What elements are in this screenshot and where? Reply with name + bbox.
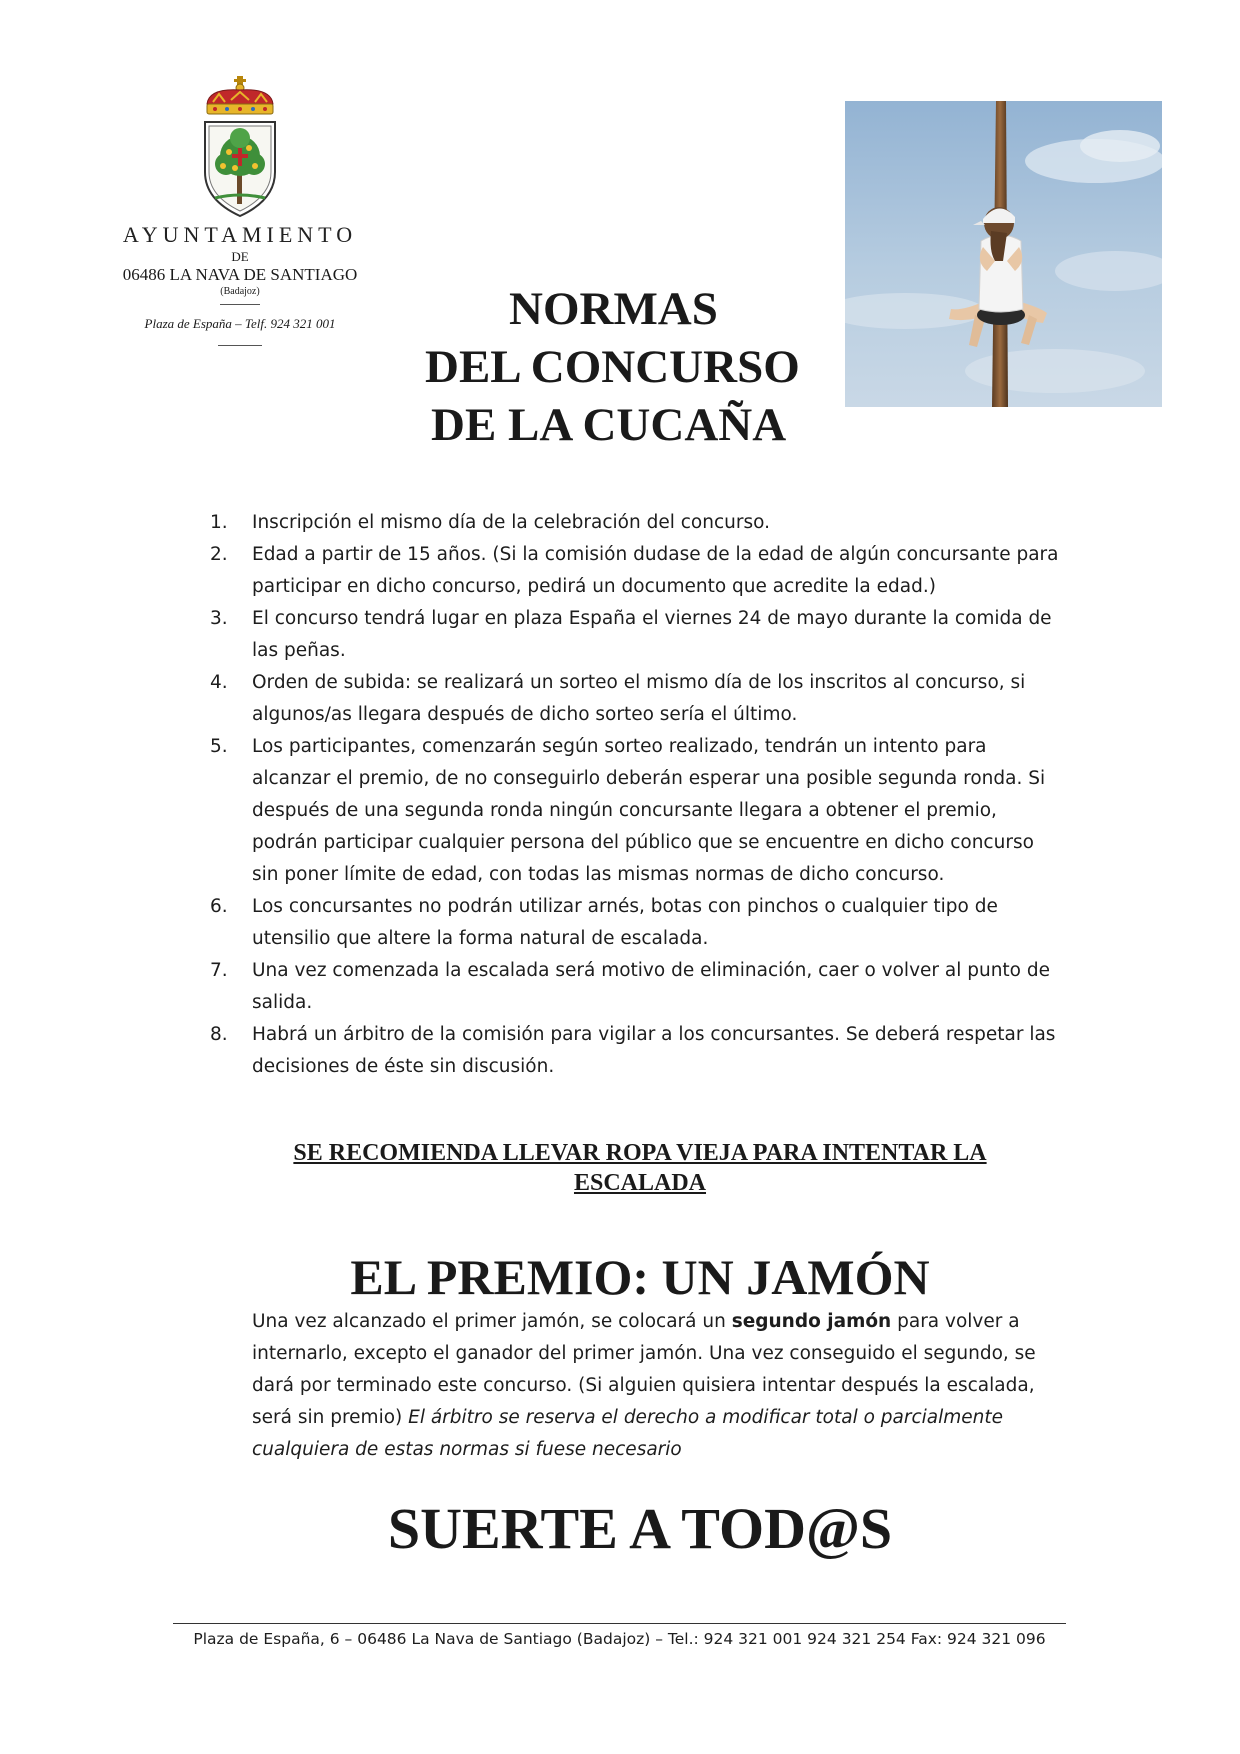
rule-item: [210, 1019, 1060, 1083]
rule-number: 8.: [210, 1024, 228, 1045]
rule-text: Edad a partir de 15 años. (Si la comisión dudase de la edad de algún concursante para participar en dicho concurso, pedirá un documento que acredite la edad.): [252, 544, 1059, 597]
rule-text: Inscripción el mismo día de la celebración del concurso.: [252, 512, 770, 533]
letterhead-address: Plaza de España – Telf. 924 321 001: [144, 316, 336, 331]
prize-description: [252, 1306, 1062, 1466]
rule-number: 3.: [210, 608, 228, 629]
rule-item: [210, 539, 1060, 603]
rule-text: Los concursantes no podrán utilizar arnés, botas con pinchos o cualquier tipo de utensilio que altere la forma natural de escalada.: [252, 896, 998, 949]
rule-text: Los participantes, comenzarán según sorteo realizado, tendrán un intento para alcanzar el premio, de no conseguirlo deberán esperar una posible segunda ronda. Si después de una segunda ronda ningún concursante llegara a obtener el premio, podrán participar cualquier persona del público que se encuentre en dicho concurso sin poner límite de edad, con todas las mismas normas de dicho concurso.: [252, 736, 1046, 885]
prize-heading: EL PREMIO: UN JAMÓN: [350, 1249, 930, 1305]
recommendation-notice: [250, 1138, 1030, 1198]
recommendation-line-1: SE RECOMIENDA LLEVAR ROPA VIEJA PARA INTENTAR LA: [293, 1140, 987, 1166]
letterhead-de: DE: [231, 249, 249, 264]
rule-number: 7.: [210, 960, 228, 981]
cucana-climber-photo: [845, 101, 1162, 407]
letterhead-divider-bottom: [218, 345, 262, 346]
prize-text-part-2: para volver a internarlo, excepto el ganador del primer jamón. Una vez conseguido el segundo, se dará por terminado este concurso. (Si alguien quisiera intentar después la escalada, será sin premio): [252, 1311, 1036, 1428]
footer-divider: [173, 1623, 1066, 1624]
coat-of-arms-icon: [199, 76, 285, 226]
rule-text: Una vez comenzada la escalada será motivo de eliminación, caer o volver al punto de salida.: [252, 960, 1051, 1013]
recommendation-line-2: ESCALADA: [573, 1170, 707, 1196]
letterhead-town: 06486 LA NAVA DE SANTIAGO: [122, 265, 358, 284]
title-line-3: DE LA CUCAÑA: [431, 399, 787, 451]
document-title: [395, 280, 845, 454]
rule-number: 5.: [210, 736, 228, 757]
letterhead-province: (Badajoz): [220, 286, 260, 297]
rule-number: 4.: [210, 672, 228, 693]
letterhead: [90, 222, 390, 346]
rule-number: 6.: [210, 896, 228, 917]
rule-item: [210, 955, 1060, 1019]
rule-text: Orden de subida: se realizará un sorteo el mismo día de los inscritos al concurso, si algunos/as llegara después de dicho sorteo sería el último.: [252, 672, 1026, 725]
rule-item: [210, 891, 1060, 955]
rule-item: [210, 731, 1060, 891]
good-luck-heading: SUERTE A TOD@S: [387, 1496, 893, 1561]
title-line-2: DEL CONCURSO: [425, 341, 800, 393]
prize-text-part-1: Una vez alcanzado el primer jamón, se colocará un: [252, 1311, 732, 1332]
rule-item: [210, 667, 1060, 731]
rule-text: Habrá un árbitro de la comisión para vigilar a los concursantes. Se deberá respetar las decisiones de éste sin discusión.: [252, 1024, 1056, 1077]
rule-item: [210, 507, 1060, 539]
rule-item: [210, 603, 1060, 667]
footer-address: Plaza de España, 6 – 06486 La Nava de Santiago (Badajoz) – Tel.: 924 321 001 924 321 254 Fax: 924 321 096: [193, 1630, 1046, 1648]
letterhead-divider: [220, 304, 260, 305]
rules-list: [210, 507, 1060, 1083]
prize-text-bold: segundo jamón: [731, 1311, 892, 1332]
rule-number: 1.: [210, 512, 228, 533]
rule-number: 2.: [210, 544, 228, 565]
rule-text: El concurso tendrá lugar en plaza España el viernes 24 de mayo durante la comida de las peñas.: [252, 608, 1052, 661]
letterhead-name: AYUNTAMIENTO: [122, 222, 358, 247]
prize-text-italic: El árbitro se reserva el derecho a modificar total o parcialmente cualquiera de estas normas si fuese necesario: [252, 1407, 1004, 1460]
title-line-1: NORMAS: [509, 283, 718, 335]
